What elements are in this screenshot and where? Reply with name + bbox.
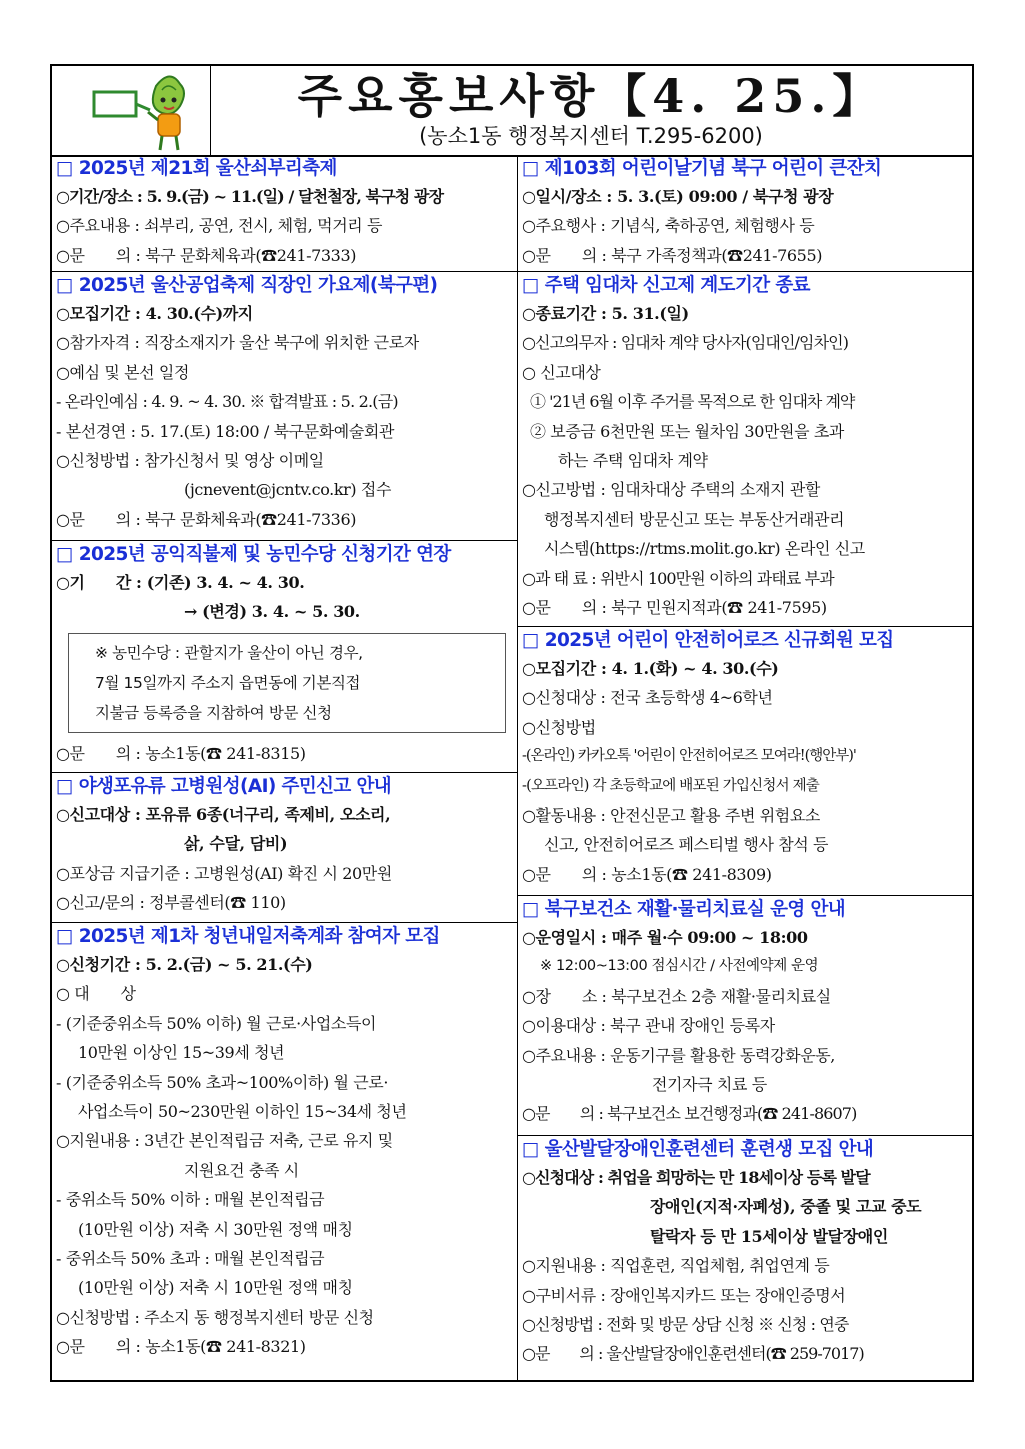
- info-line: 삵, 수달, 담비): [184, 834, 288, 854]
- section-title: □ 2025년 제21회 울산쇠부리축제: [56, 158, 337, 179]
- info-line: ○ 신고대상: [522, 362, 601, 382]
- info-line: 행정복지센터 방문신고 또는 부동산거래관리: [544, 509, 845, 529]
- info-line: ○문 의 : 북구 민원지적과(☎ 241-7595): [522, 598, 827, 618]
- info-line: ○문 의 : 북구 문화체육과(☎241-7336): [56, 509, 357, 529]
- info-line: ○참가자격 : 직장소재지가 울산 북구에 위치한 근로자: [56, 333, 419, 353]
- info-line: ○이용대상 : 북구 관내 장애인 등록자: [522, 1016, 775, 1036]
- info-line: - (기준중위소득 50% 이하) 월 근로·사업소득이: [56, 1013, 377, 1033]
- info-line: ○문 의 : 북구 문화체육과(☎241-7333): [56, 245, 357, 265]
- info-line: ○종료기간 : 5. 31.(일): [522, 304, 689, 323]
- info-line: -(온라인) 카카오톡 '어린이 안전히어로즈 모여라!(행안부)': [522, 748, 856, 765]
- info-line: ○문 의 : 농소1동(☎ 241-8315): [56, 743, 306, 763]
- info-line: ○문 의 : 울산발달장애인훈련센터(☎ 259-7017): [522, 1344, 864, 1364]
- info-line: (10만원 이상) 저축 시 10만원 정액 매칭: [78, 1278, 353, 1298]
- info-line: ○장 소 : 북구보건소 2층 재활·물리치료실: [522, 986, 831, 1006]
- info-line: ○모집기간 : 4. 30.(수)까지: [56, 304, 253, 323]
- info-line: 장애인(지적·자폐성), 중졸 및 고교 중도: [650, 1197, 922, 1217]
- info-line: 10만원 이상인 15~39세 청년: [78, 1043, 285, 1063]
- section-title: □ 울산발달장애인훈련센터 훈련생 모집 안내: [522, 1139, 874, 1160]
- notice-section: [52, 272, 517, 541]
- notice-section: [52, 773, 517, 923]
- info-line: 신고, 안전히어로즈 페스티벌 행사 참석 등: [544, 835, 829, 855]
- info-line: ○기 간 : (기존) 3. 4. ~ 4. 30.: [56, 573, 305, 592]
- info-line: -(오프라인) 각 초등학교에 배포된 가입신청서 제출: [522, 777, 819, 794]
- info-line: ○활동내용 : 안전신문고 활용 주변 위험요소: [522, 806, 820, 826]
- info-line: ○신고의무자 : 임대차 계약 당사자(임대인/임차인): [522, 333, 849, 353]
- info-line: ② 보증금 6천만원 또는 월차임 30만원을 초과: [530, 421, 844, 441]
- info-line: ○신고대상 : 포유류 6종(너구리, 족제비, 오소리,: [56, 805, 391, 824]
- info-line: - 본선경연 : 5. 17.(토) 18:00 / 북구문화예술회관: [56, 421, 395, 441]
- info-line: - 중위소득 50% 초과 : 매월 본인적립금: [56, 1249, 325, 1269]
- notice-section: [518, 155, 972, 272]
- section-title: □ 2025년 제1차 청년내일저축계좌 참여자 모집: [56, 926, 440, 947]
- info-line: ○신청방법 : 참가신청서 및 영상 이메일: [56, 451, 324, 471]
- bulletin-frame: [50, 64, 974, 1382]
- note-line: 7월 15일까지 주소지 읍면동에 기본직접: [95, 673, 361, 692]
- info-line: ○모집기간 : 4. 1.(화) ~ 4. 30.(수): [522, 659, 779, 678]
- info-line: ○신청기간 : 5. 2.(금) ~ 5. 21.(수): [56, 955, 313, 974]
- info-line: - 중위소득 50% 이하 : 매월 본인적립금: [56, 1190, 325, 1210]
- info-line: ○주요행사 : 기념식, 축하공연, 체험행사 등: [522, 216, 815, 236]
- info-line: ○구비서류 : 장애인복지카드 또는 장애인증명서: [522, 1285, 846, 1305]
- info-line: 사업소득이 50~230만원 이하인 15~34세 청년: [78, 1102, 407, 1122]
- info-line: ○주요내용 : 쇠부리, 공연, 전시, 체험, 먹거리 등: [56, 216, 383, 236]
- section-title: □ 주택 임대차 신고제 계도기간 종료: [522, 275, 810, 296]
- info-line: → (변경) 3. 4. ~ 5. 30.: [184, 602, 360, 622]
- info-line: - (기준중위소득 50% 초과~100%이하) 월 근로·: [56, 1072, 389, 1092]
- info-line: ○신청방법 : 전화 및 방문 상담 신청 ※ 신청 : 연중: [522, 1315, 849, 1335]
- section-title: □ 북구보건소 재활·물리치료실 운영 안내: [522, 899, 846, 920]
- mascot-leaf-character-icon: [52, 66, 210, 155]
- note-line: ※ 농민수당 : 관할지가 울산이 아닌 경우,: [95, 643, 363, 662]
- header: [52, 66, 972, 157]
- notice-section: [52, 155, 517, 272]
- note-box: [68, 633, 506, 733]
- info-line: 지원요건 충족 시: [184, 1160, 299, 1180]
- section-title: □ 야생포유류 고병원성(AI) 주민신고 안내: [56, 776, 392, 797]
- info-line: ○예심 및 본선 일정: [56, 362, 190, 382]
- note-line: 지불금 등록증을 지참하여 방문 신청: [95, 703, 332, 722]
- info-line: ○기간/장소 : 5. 9.(금) ~ 11.(일) / 달천철장, 북구청 광장: [56, 187, 444, 206]
- notice-section: [52, 923, 517, 1382]
- info-line: ○운영일시 : 매주 월·수 09:00 ~ 18:00: [522, 928, 808, 947]
- info-line: ○신고/문의 : 정부콜센터(☎ 110): [56, 893, 286, 913]
- info-line: 하는 주택 임대차 계약: [558, 451, 708, 471]
- info-line: ○일시/장소 : 5. 3.(토) 09:00 / 북구청 광장: [522, 187, 834, 206]
- info-line: 탈락자 등 만 15세이상 발달장애인: [650, 1226, 888, 1246]
- info-line: ○문 의 : 북구보건소 보건행정과(☎ 241-8607): [522, 1104, 857, 1124]
- info-line: ○신청대상 : 취업을 희망하는 만 18세이상 등록 발달: [522, 1168, 870, 1187]
- info-line: ○문 의 : 농소1동(☎ 241-8309): [522, 864, 772, 884]
- right-column: [518, 155, 972, 1380]
- notice-section: [518, 1136, 972, 1381]
- notice-section: [518, 272, 972, 627]
- info-line: (jcnevent@jcntv.co.kr) 접수: [184, 480, 392, 500]
- section-title: □ 2025년 울산공업축제 직장인 가요제(북구편): [56, 275, 438, 296]
- info-line: (10만원 이상) 저축 시 30만원 정액 매칭: [78, 1219, 353, 1239]
- info-line: ○지원내용 : 3년간 본인적립금 저축, 근로 유지 및: [56, 1131, 393, 1151]
- page-title: 주요홍보사항【4. 25.】: [297, 69, 885, 123]
- section-title: □ 2025년 공익직불제 및 농민수당 신청기간 연장: [56, 544, 451, 565]
- notice-section: [518, 896, 972, 1136]
- section-title: □ 제103회 어린이날기념 북구 어린이 큰잔치: [522, 158, 882, 179]
- info-line: ○주요내용 : 운동기구를 활용한 동력강화운동,: [522, 1045, 835, 1065]
- info-line: ○포상금 지급기준 : 고병원성(AI) 확진 시 20만원: [56, 863, 392, 883]
- notice-section: [518, 627, 972, 896]
- info-line: ① '21년 6월 이후 주거를 목적으로 한 임대차 계약: [530, 392, 855, 412]
- left-column: [52, 155, 518, 1380]
- info-line: ○문 의 : 농소1동(☎ 241-8321): [56, 1337, 306, 1357]
- info-line: ○신청방법 : 주소지 동 행정복지센터 방문 신청: [56, 1307, 374, 1327]
- info-line: 시스템(https://rtms.molit.go.kr) 온라인 신고: [544, 539, 865, 559]
- notice-section: [52, 541, 517, 773]
- info-line: ○신청방법: [522, 717, 596, 737]
- info-line: ○ 대 상: [56, 984, 136, 1004]
- section-title: □ 2025년 어린이 안전히어로즈 신규회원 모집: [522, 630, 894, 651]
- info-line: 전기자극 치료 등: [652, 1075, 767, 1095]
- info-line: - 온라인예심 : 4. 9. ~ 4. 30. ※ 합격발표 : 5. 2.(금): [56, 392, 398, 412]
- info-line: ※ 12:00~13:00 점심시간 / 사전예약제 운영: [540, 958, 819, 975]
- info-line: ○지원내용 : 직업훈련, 직업체험, 취업연계 등: [522, 1256, 830, 1276]
- info-line: ○문 의 : 북구 가족정책과(☎241-7655): [522, 245, 823, 265]
- info-line: ○신고방법 : 임대차대상 주택의 소재지 관할: [522, 480, 820, 500]
- page-subtitle: (농소1동 행정복지센터 T.295-6200): [419, 124, 763, 148]
- info-line: ○과 태 료 : 위반시 100만원 이하의 과태료 부과: [522, 568, 834, 588]
- info-line: ○신청대상 : 전국 초등학생 4~6학년: [522, 688, 773, 708]
- logo-cell: [52, 66, 211, 155]
